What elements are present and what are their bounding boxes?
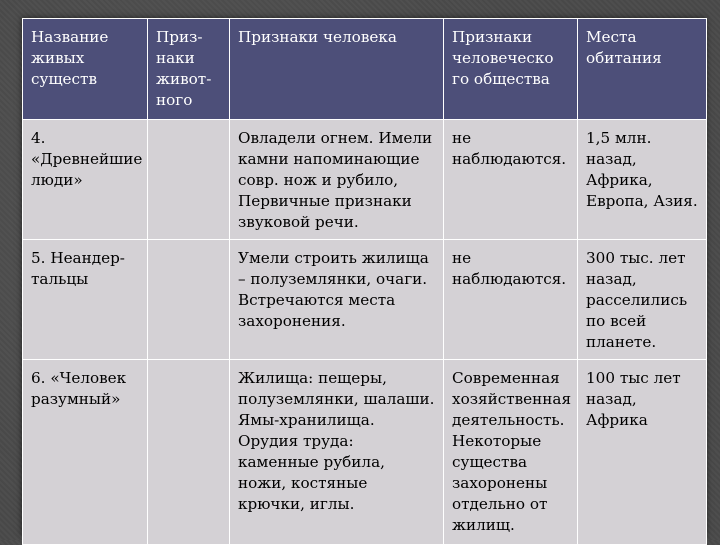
table-row [23,120,707,240]
header-habitat: Места обитания [578,19,707,120]
cell-habitat: 300 тыс. лет назад, расселились по всей планете. [578,240,707,360]
cell-human-signs: Жилища: пещеры, полуземлянки, шалаши. Ямы-хранилища. Орудия труда: каменные рубила, ножи, костяные крючки, иглы. [230,360,444,545]
cell-animal-signs [148,120,230,240]
header-name: Название живых существ [23,19,148,120]
slide-table-frame [22,18,706,536]
cell-habitat: 1,5 млн. назад, Африка, Европа, Азия. [578,120,707,240]
cell-animal-signs [148,240,230,360]
cell-name: 5. Неандер-тальцы [23,240,148,360]
cell-animal-signs [148,360,230,545]
header-society-signs: Признаки человеческо го общества [444,19,578,120]
cell-human-signs: Умели строить жилища – полуземлянки, очаги. Встречаются места захоронения. [230,240,444,360]
cell-society-signs: не наблюдаются. [444,120,578,240]
cell-habitat: 100 тыс лет назад, Африка [578,360,707,545]
cell-society-signs: не наблюдаются. [444,240,578,360]
table-row [23,360,707,545]
evolution-table [22,18,707,545]
cell-society-signs: Современная хозяйственная деятельность. Некоторые существа захоронены отдельно от жилищ. [444,360,578,545]
header-human-signs: Признаки человека [230,19,444,120]
cell-name: 6. «Человек разумный» [23,360,148,545]
table-header-row [23,19,707,120]
cell-human-signs: Овладели огнем. Имели камни напоминающие совр. нож и рубило, Первичные признаки звуковой речи. [230,120,444,240]
header-animal-signs: Приз-наки живот-ного [148,19,230,120]
table-row [23,240,707,360]
cell-name: 4. «Древнейшие люди» [23,120,148,240]
